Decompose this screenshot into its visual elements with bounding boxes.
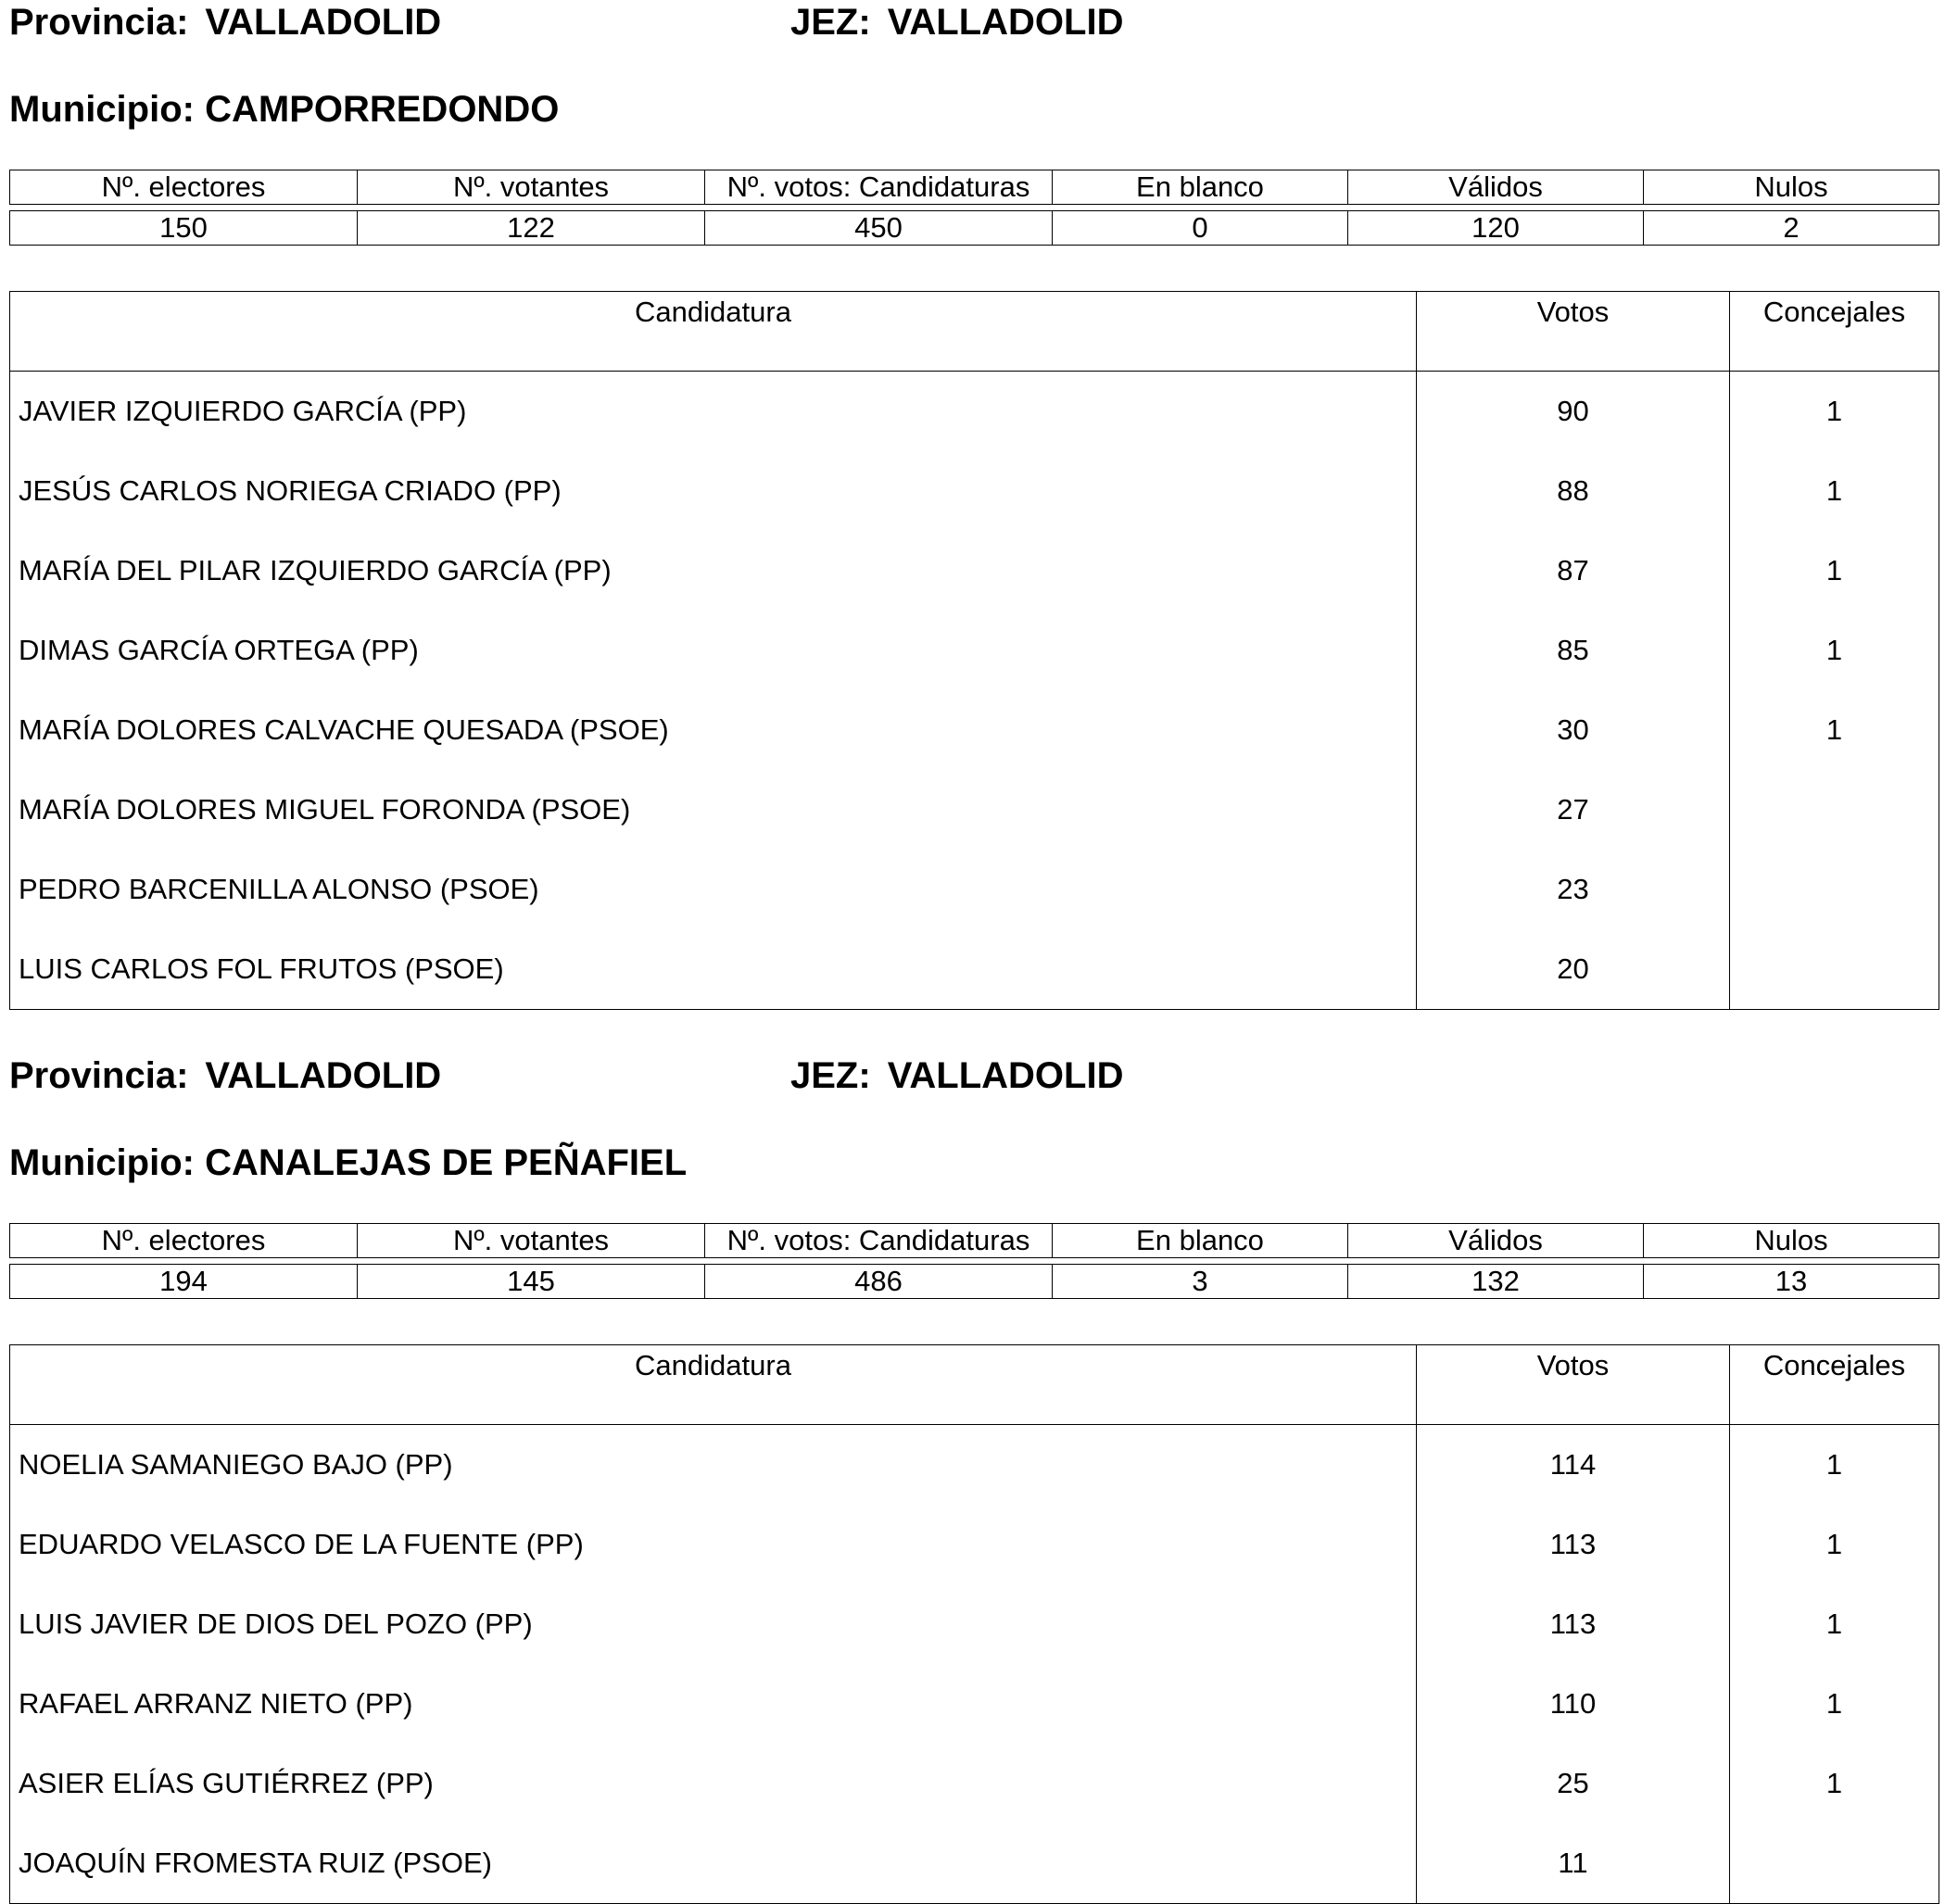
municipio-section [0, 1053, 1945, 1902]
candidate-name: JOAQUÍN FROMESTA RUIZ (PSOE) [10, 1823, 1417, 1904]
municipio-label: Municipio: [9, 89, 195, 130]
table-row [10, 1664, 1939, 1744]
stats-value-cell: 194 [10, 1265, 358, 1299]
table-row [10, 770, 1939, 850]
candidate-votes: 88 [1417, 451, 1730, 531]
provincia-line [9, 0, 441, 44]
candidate-name: MARÍA DOLORES CALVACHE QUESADA (PSOE) [10, 690, 1417, 770]
stats-header-cell: Nº. votantes [358, 170, 705, 205]
provincia-value: VALLADOLID [205, 1055, 442, 1096]
stats-value-cell: 0 [1053, 211, 1348, 246]
stats-value-cell: 120 [1348, 211, 1644, 246]
jez-line [790, 1053, 1123, 1098]
candidate-votes: 114 [1417, 1425, 1730, 1506]
table-row [10, 372, 1939, 452]
jez-value: VALLADOLID [887, 2, 1124, 43]
stats-table [9, 1223, 1939, 1258]
stats-values-table [9, 210, 1939, 246]
stats-value-cell: 450 [705, 211, 1053, 246]
stats-value-cell: 13 [1644, 1265, 1939, 1299]
candidate-concejales: 1 [1825, 634, 1843, 666]
candidate-concejales: 1 [1825, 1608, 1843, 1640]
candidate-votes: 25 [1417, 1744, 1730, 1823]
candidate-concejales: 1 [1825, 1448, 1843, 1481]
candidate-concejales: 1 [1825, 395, 1843, 427]
municipio-value: CAMPORREDONDO [205, 89, 560, 130]
concejales-header: Concejales [1730, 1345, 1939, 1425]
stats-value-cell: 132 [1348, 1265, 1644, 1299]
stats-header-cell: Nº. votos: Candidaturas [705, 1224, 1053, 1258]
stats-header-cell: Nº. votos: Candidaturas [705, 170, 1053, 205]
candidate-name: NOELIA SAMANIEGO BAJO (PP) [10, 1425, 1417, 1506]
candidate-votes: 85 [1417, 611, 1730, 690]
table-row [10, 611, 1939, 690]
stats-header-cell: Nº. votantes [358, 1224, 705, 1258]
municipio-line [9, 1141, 687, 1185]
candidate-concejales: 1 [1825, 474, 1843, 507]
provincia-label: Provincia: [9, 1055, 189, 1096]
stats-value-cell: 3 [1053, 1265, 1348, 1299]
table-row [10, 531, 1939, 611]
candidate-name: LUIS CARLOS FOL FRUTOS (PSOE) [10, 929, 1417, 1010]
jez-label: JEZ: [790, 2, 871, 43]
candidate-name: MARÍA DEL PILAR IZQUIERDO GARCÍA (PP) [10, 531, 1417, 611]
candidate-concejales [1730, 1823, 1939, 1904]
jez-label: JEZ: [790, 1055, 871, 1096]
candidate-name: MARÍA DOLORES MIGUEL FORONDA (PSOE) [10, 770, 1417, 850]
provincia-value: VALLADOLID [205, 2, 442, 43]
municipio-line [9, 87, 559, 132]
stats-header-cell: Válidos [1348, 170, 1644, 205]
candidate-concejales [1730, 850, 1939, 929]
candidate-concejales: 1 [1825, 1767, 1843, 1799]
provincia-line [9, 1053, 441, 1098]
candidate-name: PEDRO BARCENILLA ALONSO (PSOE) [10, 850, 1417, 929]
concejales-header: Concejales [1730, 292, 1939, 372]
candidate-concejales: 1 [1825, 1687, 1843, 1720]
municipio-value: CANALEJAS DE PEÑAFIEL [205, 1142, 688, 1183]
stats-header-row [10, 1224, 1939, 1258]
table-row [10, 451, 1939, 531]
table-row [10, 1823, 1939, 1904]
stats-value-cell: 486 [705, 1265, 1053, 1299]
candidate-name: ASIER ELÍAS GUTIÉRREZ (PP) [10, 1744, 1417, 1823]
stats-value-row [10, 1265, 1939, 1299]
table-row [10, 850, 1939, 929]
candidate-concejales [1730, 929, 1939, 1010]
candidatura-header: Candidatura [10, 1345, 1417, 1425]
stats-header-row [10, 170, 1939, 205]
stats-values-table [9, 1264, 1939, 1299]
candidate-votes: 87 [1417, 531, 1730, 611]
candidates-table [9, 291, 1939, 1010]
candidate-votes: 23 [1417, 850, 1730, 929]
candidate-concejales: 1 [1825, 554, 1843, 586]
jez-line [790, 0, 1123, 44]
stats-value-cell: 145 [358, 1265, 705, 1299]
stats-header-cell: Nulos [1644, 170, 1939, 205]
candidates-table [9, 1344, 1939, 1904]
stats-value-row [10, 211, 1939, 246]
provincia-label: Provincia: [9, 2, 189, 43]
candidate-name: EDUARDO VELASCO DE LA FUENTE (PP) [10, 1505, 1417, 1584]
stats-value-cell: 2 [1644, 211, 1939, 246]
candidate-name: LUIS JAVIER DE DIOS DEL POZO (PP) [10, 1584, 1417, 1664]
table-row [10, 1744, 1939, 1823]
candidate-name: RAFAEL ARRANZ NIETO (PP) [10, 1664, 1417, 1744]
candidates-header-row [10, 292, 1939, 372]
votos-header: Votos [1417, 292, 1730, 372]
stats-value-cell: 122 [358, 211, 705, 246]
candidates-header-row [10, 1345, 1939, 1425]
candidate-name: JAVIER IZQUIERDO GARCÍA (PP) [10, 372, 1417, 452]
candidate-concejales [1730, 770, 1939, 850]
stats-header-cell: En blanco [1053, 1224, 1348, 1258]
stats-header-cell: Nulos [1644, 1224, 1939, 1258]
candidate-votes: 11 [1417, 1823, 1730, 1904]
candidate-votes: 90 [1417, 372, 1730, 452]
candidatura-header: Candidatura [10, 292, 1417, 372]
candidate-votes: 110 [1417, 1664, 1730, 1744]
candidate-concejales: 1 [1825, 713, 1843, 746]
candidate-votes: 30 [1417, 690, 1730, 770]
table-row [10, 690, 1939, 770]
stats-header-cell: Nº. electores [10, 1224, 358, 1258]
candidate-concejales: 1 [1825, 1528, 1843, 1560]
candidate-votes: 20 [1417, 929, 1730, 1010]
votos-header: Votos [1417, 1345, 1730, 1425]
candidate-votes: 113 [1417, 1505, 1730, 1584]
candidate-name: DIMAS GARCÍA ORTEGA (PP) [10, 611, 1417, 690]
table-row [10, 929, 1939, 1010]
candidate-name: JESÚS CARLOS NORIEGA CRIADO (PP) [10, 451, 1417, 531]
jez-value: VALLADOLID [887, 1055, 1124, 1096]
table-row [10, 1505, 1939, 1584]
stats-value-cell: 150 [10, 211, 358, 246]
candidate-votes: 113 [1417, 1584, 1730, 1664]
table-row [10, 1584, 1939, 1664]
stats-table [9, 170, 1939, 205]
stats-header-cell: Válidos [1348, 1224, 1644, 1258]
municipio-label: Municipio: [9, 1142, 195, 1183]
stats-header-cell: Nº. electores [10, 170, 358, 205]
table-row [10, 1425, 1939, 1506]
candidate-votes: 27 [1417, 770, 1730, 850]
stats-header-cell: En blanco [1053, 170, 1348, 205]
